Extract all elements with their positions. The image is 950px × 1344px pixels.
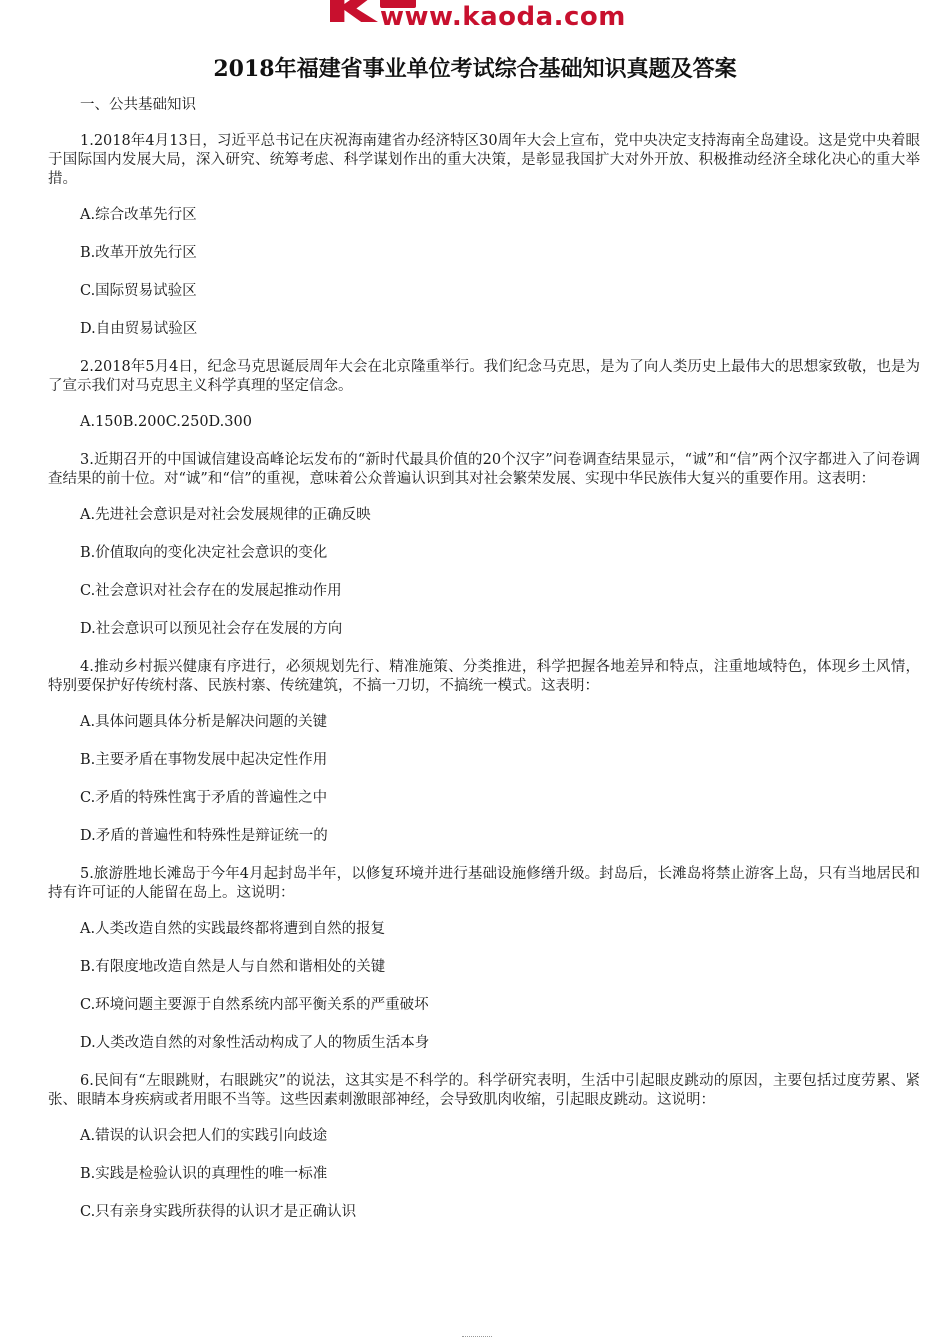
question-text: 5.旅游胜地长滩岛于今年4月起封岛半年，以修复环境并进行基础设施修缮升级。封岛后，长滩岛将禁止游客上岛，只有当地居民和持有许可证的人能留在岛上。这说明： bbox=[48, 866, 920, 901]
question-6 bbox=[48, 1072, 920, 1222]
option-b: B.主要矛盾在事物发展中起决定性作用 bbox=[80, 752, 328, 768]
page-footer-divider bbox=[462, 1336, 492, 1338]
question-3 bbox=[48, 451, 920, 639]
option-c: C.矛盾的特殊性寓于矛盾的普遍性之中 bbox=[80, 790, 328, 806]
site-header bbox=[0, 0, 950, 40]
question-1 bbox=[48, 132, 920, 339]
option-b: B.有限度地改造自然是人与自然和谐相处的关键 bbox=[80, 959, 386, 975]
question-text: 4.推动乡村振兴健康有序进行，必须规划先行、精准施策、分类推进，科学把握各地差异和特点，注重地域特色，体现乡土风情，特别要保护好传统村落、民族村寨、传统建筑，不搞一刀切，不搞统一模式。这表明： bbox=[48, 659, 920, 694]
question-text: 6.民间有“左眼跳财，右眼跳灾”的说法，这其实是不科学的。科学研究表明，生活中引起眼皮跳动的原因，主要包括过度劳累、紧张、眼睛本身疾病或者用眼不当等。这些因素刺激眼部神经，会导致肌肉收缩，引起眼皮跳动。这说明： bbox=[48, 1073, 920, 1108]
option-c: C.国际贸易试验区 bbox=[80, 283, 197, 299]
document-body bbox=[48, 96, 920, 1241]
option-a: A.错误的认识会把人们的实践引向歧途 bbox=[80, 1128, 328, 1144]
question-text: 2.2018年5月4日，纪念马克思诞辰周年大会在北京隆重举行。我们纪念马克思，是为了向人类历史上最伟大的思想家致敬，也是为了宣示我们对马克思主义科学真理的坚定信念。 bbox=[48, 359, 920, 394]
option-d: D.人类改造自然的对象性活动构成了人的物质生活本身 bbox=[80, 1035, 430, 1051]
question-text: 3.近期召开的中国诚信建设高峰论坛发布的“新时代最具价值的20个汉字”问卷调查结果显示，“诚”和“信”两个汉字都进入了问卷调查结果的前十位。对“诚”和“信”的重视，意味着公众普遍认识到其对社会繁荣发展、实现中华民族伟大复兴的重要作用。这表明： bbox=[48, 452, 920, 487]
option-d: D.自由贸易试验区 bbox=[80, 321, 198, 337]
options-inline: A.150B.200C.250D.300 bbox=[80, 414, 252, 430]
option-b: B.改革开放先行区 bbox=[80, 245, 197, 261]
option-a: A.先进社会意识是对社会发展规律的正确反映 bbox=[80, 507, 371, 523]
kaoda-logo-icon bbox=[330, 0, 378, 22]
option-d: D.矛盾的普遍性和特殊性是辩证统一的 bbox=[80, 828, 328, 844]
section-heading: 一、公共基础知识 bbox=[80, 97, 196, 113]
option-b: B.价值取向的变化决定社会意识的变化 bbox=[80, 545, 328, 561]
option-a: A.人类改造自然的实践最终都将遭到自然的报复 bbox=[80, 921, 386, 937]
option-a: A.具体问题具体分析是解决问题的关键 bbox=[80, 714, 328, 730]
option-c: C.只有亲身实践所获得的认识才是正确认识 bbox=[80, 1204, 357, 1220]
option-c: C.环境问题主要源于自然系统内部平衡关系的严重破坏 bbox=[80, 997, 429, 1013]
site-url: www.kaoda.com bbox=[380, 2, 626, 32]
option-b: B.实践是检验认识的真理性的唯一标准 bbox=[80, 1166, 328, 1182]
question-5 bbox=[48, 865, 920, 1053]
option-c: C.社会意识对社会存在的发展起推动作用 bbox=[80, 583, 342, 599]
option-a: A.综合改革先行区 bbox=[80, 207, 197, 223]
question-4 bbox=[48, 658, 920, 846]
option-d: D.社会意识可以预见社会存在发展的方向 bbox=[80, 621, 343, 637]
page-title: 2018年福建省事业单位考试综合基础知识真题及答案 bbox=[213, 56, 737, 82]
question-2 bbox=[48, 358, 920, 432]
question-text: 1.2018年4月13日，习近平总书记在庆祝海南建省办经济特区30周年大会上宣布，党中央决定支持海南全岛建设。这是党中央着眼于国际国内发展大局，深入研究、统筹考虑、科学谋划作出的重大决策，是彰显我国扩大对外开放、积极推动经济全球化决心的重大举措。 bbox=[48, 133, 920, 187]
